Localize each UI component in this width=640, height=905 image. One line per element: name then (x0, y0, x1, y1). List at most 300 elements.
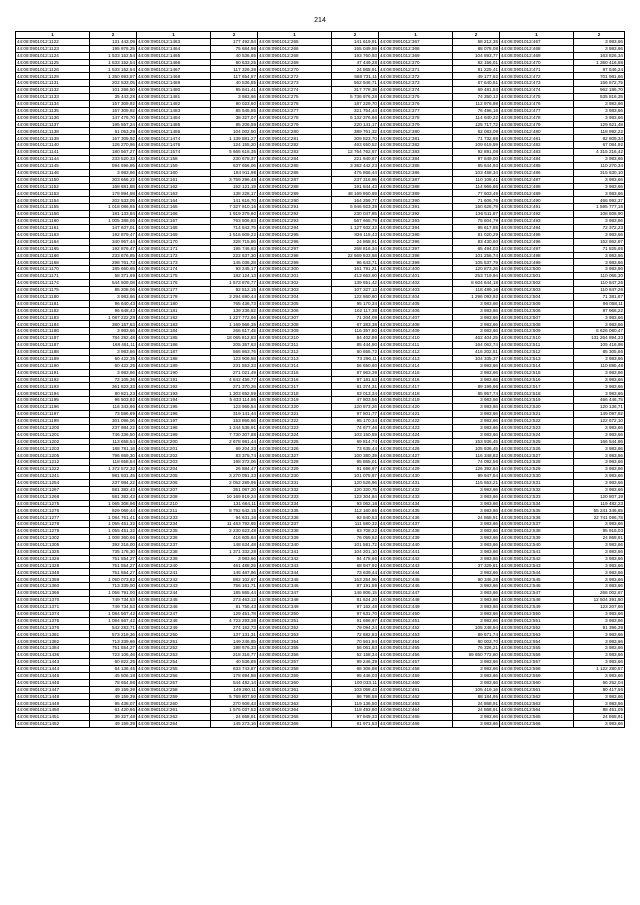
cadastral-value-cell: 81 624,20 (332, 597, 379, 604)
cadastral-number-cell: 44:08:0901012:1448 (16, 693, 90, 700)
cadastral-number-cell: 44:08:0901012:321 (258, 410, 332, 417)
cadastral-number-cell: 44:08:0901012:1446 (16, 679, 90, 686)
cadastral-value-cell: 7 327 810,15 (211, 204, 258, 211)
table-row (16, 100, 625, 107)
cadastral-number-cell: 44:08:0901012:565 (500, 714, 574, 721)
cadastral-number-cell: 44:08:0901012:518 (500, 390, 574, 397)
cadastral-number-cell: 44:08:0901012:1153 (16, 190, 90, 197)
cadastral-value-cell: 192 879,47 (90, 231, 137, 238)
cadastral-number-cell: 44:08:0901012:285 (258, 162, 332, 169)
cadastral-value-cell: 714 542,75 (211, 224, 258, 231)
cadastral-value-cell: 126 270,96 (90, 142, 137, 149)
table-row (16, 121, 625, 128)
cadastral-value-cell: 701 981,66 (574, 73, 625, 80)
cadastral-number-cell: 44:08:0901012:180 (137, 300, 211, 307)
table-row (16, 335, 625, 342)
cadastral-value-cell: 3 983,66 (574, 383, 625, 390)
cadastral-value-cell: 3 983,66 (574, 218, 625, 225)
cadastral-value-cell: 351 087,20 (211, 486, 258, 493)
cadastral-number-cell: 44:08:0901012:208 (137, 493, 211, 500)
cadastral-value-cell: 230 047,85 (332, 211, 379, 218)
cadastral-number-cell: 44:08:0901012:482 (500, 142, 574, 149)
cadastral-value-cell: 141 616,70 (211, 197, 258, 204)
cadastral-value-cell: 1 005 388,06 (90, 218, 137, 225)
cadastral-value-cell: 69 650 772,60 (453, 652, 500, 659)
cadastral-value-cell: 1 576 037,52 (211, 707, 258, 714)
cadastral-value-cell: 3 983,66 (574, 466, 625, 473)
cadastral-value-cell: 1 050 073,82 (90, 576, 137, 583)
cadastral-number-cell: 44:08:0901012:1193 (16, 383, 90, 390)
cadastral-value-cell: 24 868,91 (453, 700, 500, 707)
cadastral-value-cell: 79 094,24 (332, 624, 379, 631)
cadastral-number-cell: 44:08:0901012:1163 (16, 231, 90, 238)
cadastral-value-cell: 164 062,74 (453, 342, 500, 349)
cadastral-value-cell: 99 947,54 (453, 473, 500, 480)
cadastral-number-cell: 44:08:0901012:298 (258, 252, 332, 259)
cadastral-value-cell: 298 761,73 (90, 259, 137, 266)
cadastral-number-cell: 44:08:0901012:1164 (16, 238, 90, 245)
cadastral-value-cell: 784 292,48 (90, 335, 137, 342)
cadastral-value-cell: 78 654,98 (90, 679, 137, 686)
cadastral-number-cell: 44:08:0901012:302 (258, 280, 332, 287)
cadastral-number-cell: 44:08:0901012:1467 (137, 66, 211, 73)
cadastral-number-cell: 44:08:0901012:506 (500, 307, 574, 314)
cadastral-value-cell: 3 983,66 (574, 672, 625, 679)
cadastral-value-cell: 266 617,45 (211, 328, 258, 335)
cadastral-value-cell: 163 826,34 (574, 52, 625, 59)
cadastral-number-cell: 44:08:0901012:504 (500, 293, 574, 300)
cadastral-value-cell: 74 092,56 (453, 459, 500, 466)
cadastral-value-cell: 361 823,33 (90, 383, 137, 390)
cadastral-value-cell: 123 207,66 (574, 603, 625, 610)
cadastral-value-cell: 637 656,06 (211, 162, 258, 169)
cadastral-number-cell: 44:08:0901012:1131 (16, 80, 90, 87)
cadastral-number-cell: 44:08:0901012:453 (379, 631, 453, 638)
cadastral-number-cell: 44:08:0901012:287 (258, 176, 332, 183)
cadastral-number-cell: 44:08:0901012:564 (500, 707, 574, 714)
cadastral-value-cell: 64 136,45 (90, 665, 137, 672)
cadastral-value-cell: 49 159,39 (90, 686, 137, 693)
cadastral-number-cell: 44:08:0901012:1125 (16, 59, 90, 66)
cadastral-number-cell: 44:08:0901012:477 (500, 107, 574, 114)
cadastral-value-cell: 84 402,89 (332, 335, 379, 342)
cadastral-value-cell: 3 983,66 (453, 417, 500, 424)
cadastral-value-cell: 3 983,66 (453, 362, 500, 369)
cadastral-value-cell: 3 983,66 (453, 307, 500, 314)
cadastral-value-cell: 152 121,19 (211, 183, 258, 190)
cadastral-value-cell: 177 492,84 (211, 38, 258, 45)
cadastral-value-cell: 222 637,30 (211, 252, 258, 259)
table-row (16, 59, 625, 66)
cadastral-number-cell: 44:08:0901012:194 (137, 397, 211, 404)
table-row (16, 486, 625, 493)
cadastral-value-cell: 3 983,66 (574, 693, 625, 700)
cadastral-value-cell: 461 488,25 (211, 562, 258, 569)
cadastral-number-cell: 44:08:0901012:330 (258, 473, 332, 480)
cadastral-value-cell: 123 304,84 (332, 493, 379, 500)
cadastral-number-cell: 44:08:0901012:1452 (16, 721, 90, 728)
cadastral-number-cell: 44:08:0901012:1187 (16, 335, 90, 342)
cadastral-number-cell: 44:08:0901012:373 (379, 80, 453, 87)
cadastral-value-cell: 3 983,66 (453, 672, 500, 679)
cadastral-number-cell: 44:08:0901012:447 (379, 590, 453, 597)
cadastral-number-cell: 44:08:0901012:1145 (16, 162, 90, 169)
cadastral-number-cell: 44:08:0901012:1194 (16, 390, 90, 397)
cadastral-number-cell: 44:08:0901012:547 (500, 590, 574, 597)
cadastral-value-cell: 3 983,66 (574, 252, 625, 259)
column-header: 2 (211, 32, 258, 39)
cadastral-value-cell: 535 816,35 (574, 94, 625, 101)
cadastral-value-cell: 82 156,01 (453, 59, 500, 66)
table-row (16, 94, 625, 101)
cadastral-number-cell: 44:08:0901012:406 (379, 307, 453, 314)
table-row (16, 535, 625, 542)
cadastral-number-cell: 44:08:0901012:456 (379, 652, 453, 659)
table-row (16, 383, 625, 390)
cadastral-number-cell: 44:08:0901012:239 (137, 555, 211, 562)
cadastral-value-cell: 3 983,66 (574, 38, 625, 45)
cadastral-value-cell: 270 606,43 (211, 700, 258, 707)
cadastral-value-cell: 60 422,35 (90, 355, 137, 362)
cadastral-number-cell: 44:08:0901012:445 (379, 576, 453, 583)
cadastral-value-cell: 221 940,67 (332, 156, 379, 163)
cadastral-value-cell: 205 357,63 (211, 342, 258, 349)
cadastral-value-cell: 1 056 791,00 (90, 590, 137, 597)
table-row (16, 500, 625, 507)
cadastral-number-cell: 44:08:0901012:408 (379, 321, 453, 328)
cadastral-value-cell: 76 496,16 (453, 107, 500, 114)
cadastral-number-cell: 44:08:0901012:386 (379, 169, 453, 176)
cadastral-value-cell: 392 316,00 (90, 541, 137, 548)
cadastral-number-cell: 44:08:0901012:1212 (16, 459, 90, 466)
cadastral-value-cell: 2 230 623,48 (211, 528, 258, 535)
cadastral-value-cell: 3 983,66 (453, 659, 500, 666)
cadastral-value-cell: 389 761,32 (332, 128, 379, 135)
cadastral-number-cell: 44:08:0901012:359 (258, 672, 332, 679)
cadastral-number-cell: 44:08:0901012:376 (379, 100, 453, 107)
cadastral-number-cell: 44:08:0901012:566 (500, 721, 574, 728)
cadastral-number-cell: 44:08:0901012:356 (258, 652, 332, 659)
cadastral-value-cell: 3 983,66 (574, 107, 625, 114)
cadastral-value-cell: 1 122 280,57 (574, 665, 625, 672)
cadastral-value-cell: 83 430,60 (453, 238, 500, 245)
cadastral-value-cell: 1 055 451,32 (90, 528, 137, 535)
cadastral-number-cell: 44:08:0901012:328 (258, 459, 332, 466)
cadastral-number-cell: 44:08:0901012:492 (500, 211, 574, 218)
cadastral-value-cell: 97 546,24 (574, 66, 625, 73)
cadastral-number-cell: 44:08:0901012:322 (258, 417, 332, 424)
cadastral-value-cell: 3 983,66 (574, 114, 625, 121)
cadastral-value-cell: 751 554,27 (90, 569, 137, 576)
cadastral-value-cell: 113 658,54 (90, 438, 137, 445)
cadastral-value-cell: 749 734,53 (90, 603, 137, 610)
cadastral-number-cell: 44:08:0901012:1371 (16, 603, 90, 610)
cadastral-number-cell: 44:08:0901012:499 (500, 259, 574, 266)
cadastral-value-cell: 7 730 307,88 (211, 431, 258, 438)
table-row (16, 238, 625, 245)
cadastral-number-cell: 44:08:0901012:407 (379, 314, 453, 321)
cadastral-number-cell: 44:08:0901012:507 (500, 314, 574, 321)
cadastral-value-cell: 147 637,01 (90, 224, 137, 231)
cadastral-number-cell: 44:08:0901012:368 (379, 45, 453, 52)
cadastral-number-cell: 44:08:0901012:563 (500, 700, 574, 707)
cadastral-number-cell: 44:08:0901012:1197 (16, 410, 90, 417)
cadastral-number-cell: 44:08:0901012:533 (500, 493, 574, 500)
cadastral-number-cell: 44:08:0901012:550 (500, 610, 574, 617)
table-row (16, 562, 625, 569)
cadastral-value-cell: 125 717,72 (453, 121, 500, 128)
cadastral-value-cell: 58 371,69 (90, 273, 137, 280)
cadastral-number-cell: 44:08:0901012:192 (137, 383, 211, 390)
cadastral-number-cell: 44:08:0901012:442 (379, 555, 453, 562)
cadastral-value-cell: 157 309,92 (90, 107, 137, 114)
cadastral-value-cell: 1 087 222,28 (90, 314, 137, 321)
cadastral-value-cell: 3 983,66 (574, 562, 625, 569)
cadastral-number-cell: 44:08:0901012:468 (500, 45, 574, 52)
table-row (16, 679, 625, 686)
cadastral-value-cell: 168 681,88 (90, 183, 137, 190)
cadastral-number-cell: 44:08:0901012:1384 (16, 645, 90, 652)
cadastral-value-cell: 72 682,83 (332, 631, 379, 638)
cadastral-number-cell: 44:08:0901012:175 (137, 273, 211, 280)
cadastral-number-cell: 44:08:0901012:240 (137, 562, 211, 569)
cadastral-number-cell: 44:08:0901012:1574 (137, 149, 211, 156)
cadastral-value-cell: 6 132 376,66 (332, 114, 379, 121)
cadastral-value-cell: 73 639,44 (332, 569, 379, 576)
cadastral-value-cell: 3 983,66 (453, 424, 500, 431)
cadastral-number-cell: 44:08:0901012:295 (258, 231, 332, 238)
cadastral-value-cell: 765 436,73 (211, 300, 258, 307)
cadastral-number-cell: 44:08:0901012:436 (379, 514, 453, 521)
cadastral-number-cell: 44:08:0901012:186 (137, 342, 211, 349)
cadastral-number-cell: 44:08:0901012:261 (137, 707, 211, 714)
cadastral-number-cell: 44:08:0901012:526 (500, 445, 574, 452)
cadastral-value-cell: 271 021,49 (211, 369, 258, 376)
cadastral-number-cell: 44:08:0901012:1483 (137, 107, 211, 114)
cadastral-number-cell: 44:08:0901012:1123 (16, 45, 90, 52)
cadastral-value-cell: 3 983,66 (574, 376, 625, 383)
cadastral-value-cell: 91 225,41 (453, 66, 500, 73)
cadastral-value-cell: 3 983,66 (574, 100, 625, 107)
cadastral-value-cell: 317 778,38 (332, 87, 379, 94)
cadastral-number-cell: 44:08:0901012:409 (379, 328, 453, 335)
cadastral-number-cell: 44:08:0901012:276 (258, 100, 332, 107)
table-row (16, 197, 625, 204)
cadastral-value-cell: 103 458,34 (453, 169, 500, 176)
cadastral-number-cell: 44:08:0901012:259 (137, 693, 211, 700)
table-row (16, 218, 625, 225)
table-row (16, 280, 625, 287)
cadastral-number-cell: 44:08:0901012:184 (137, 328, 211, 335)
cadastral-value-cell: 95 617,88 (453, 224, 500, 231)
cadastral-value-cell: 114 966,86 (453, 183, 500, 190)
cadastral-value-cell: 104 201,10 (332, 548, 379, 555)
cadastral-number-cell: 44:08:0901012:258 (137, 686, 211, 693)
cadastral-value-cell: 89 671,74 (453, 631, 500, 638)
cadastral-number-cell: 44:08:0901012:1135 (16, 107, 90, 114)
cadastral-number-cell: 44:08:0901012:346 (258, 583, 332, 590)
cadastral-value-cell: 220 141,17 (332, 121, 379, 128)
cadastral-value-cell: 3 983,66 (574, 473, 625, 480)
cadastral-number-cell: 44:08:0901012:1129 (16, 73, 90, 80)
cadastral-value-cell: 303 666,22 (90, 176, 137, 183)
cadastral-value-cell: 3 983,66 (90, 348, 137, 355)
cadastral-value-cell: 185 865,44 (211, 590, 258, 597)
cadastral-value-cell: 3 759 296,48 (211, 176, 258, 183)
cadastral-value-cell: 796 869,30 (90, 452, 137, 459)
cadastral-value-cell: 72 105,36 (90, 376, 137, 383)
cadastral-value-cell: 118 658,54 (90, 459, 137, 466)
cadastral-number-cell: 44:08:0901012:325 (258, 438, 332, 445)
cadastral-number-cell: 44:08:0901012:1155 (16, 204, 90, 211)
table-row (16, 652, 625, 659)
cadastral-value-cell: 149 097,92 (574, 410, 625, 417)
cadastral-number-cell: 44:08:0901012:1139 (16, 135, 90, 142)
cadastral-number-cell: 44:08:0901012:411 (379, 342, 453, 349)
cadastral-value-cell: 69 204,33 (211, 445, 258, 452)
cadastral-number-cell: 44:08:0901012:435 (379, 507, 453, 514)
cadastral-value-cell: 91 696,97 (332, 617, 379, 624)
cadastral-number-cell: 44:08:0901012:299 (258, 259, 332, 266)
cadastral-value-cell: 253 719,94 (453, 273, 500, 280)
cadastral-value-cell: 161 791,21 (332, 266, 379, 273)
cadastral-number-cell: 44:08:0901012:362 (258, 693, 332, 700)
table-row (16, 610, 625, 617)
cadastral-number-cell: 44:08:0901012:405 (379, 300, 453, 307)
cadastral-value-cell: 3 983,66 (453, 507, 500, 514)
cadastral-number-cell: 44:08:0901012:527 (500, 452, 574, 459)
cadastral-value-cell: 80 417,56 (574, 686, 625, 693)
cadastral-value-cell: 3 983,66 (453, 328, 500, 335)
cadastral-value-cell: 96 503,82 (90, 397, 137, 404)
cadastral-number-cell: 44:08:0901012:344 (258, 569, 332, 576)
cadastral-value-cell: 723 106,46 (90, 652, 137, 659)
cadastral-value-cell: 3 983,66 (574, 569, 625, 576)
cadastral-number-cell: 44:08:0901012:470 (500, 59, 574, 66)
table-row (16, 156, 625, 163)
cadastral-value-cell: 73 296,11 (332, 355, 379, 362)
cadastral-number-cell: 44:08:0901012:484 (500, 156, 574, 163)
cadastral-value-cell: 70 561,94 (332, 638, 379, 645)
cadastral-number-cell: 44:08:0901012:519 (500, 397, 574, 404)
cadastral-value-cell: 1 084 761,41 (90, 514, 137, 521)
cadastral-value-cell: 542 283,71 (90, 624, 137, 631)
cadastral-number-cell: 44:08:0901012:339 (258, 535, 332, 542)
table-row (16, 66, 625, 73)
cadastral-number-cell: 44:08:0901012:502 (500, 280, 574, 287)
cadastral-value-cell: 108 508,90 (574, 211, 625, 218)
cadastral-number-cell: 44:08:0901012:197 (137, 417, 211, 424)
cadastral-number-cell: 44:08:0901012:503 (500, 286, 574, 293)
cadastral-number-cell: 44:08:0901012:203 (137, 459, 211, 466)
cadastral-number-cell: 44:08:0901012:1156 (16, 211, 90, 218)
cadastral-number-cell: 44:08:0901012:345 (258, 576, 332, 583)
cadastral-value-cell: 4 315 216,42 (574, 149, 625, 156)
cadastral-number-cell: 44:08:0901012:560 (500, 679, 574, 686)
cadastral-number-cell: 44:08:0901012:358 (258, 665, 332, 672)
cadastral-value-cell: 1 303 652,59 (211, 390, 258, 397)
cadastral-number-cell: 44:08:0901012:1136 (16, 114, 90, 121)
cadastral-number-cell: 44:08:0901012:189 (137, 362, 211, 369)
cadastral-number-cell: 44:08:0901012:1480 (137, 87, 211, 94)
cadastral-value-cell: 568 731,11 (332, 73, 379, 80)
column-header: 1 (16, 32, 90, 39)
cadastral-number-cell: 44:08:0901012:441 (379, 548, 453, 555)
cadastral-number-cell: 44:08:0901012:190 (137, 369, 211, 376)
cadastral-value-cell: 1 360 416,88 (574, 59, 625, 66)
cadastral-value-cell: 110 847,26 (574, 280, 625, 287)
cadastral-value-cell: 981 931,45 (90, 473, 137, 480)
cadastral-number-cell: 44:08:0901012:1175 (16, 286, 90, 293)
cadastral-number-cell: 44:08:0901012:418 (379, 390, 453, 397)
cadastral-number-cell: 44:08:0901012:207 (137, 486, 211, 493)
cadastral-number-cell: 44:08:0901012:310 (258, 335, 332, 342)
cadastral-number-cell: 44:08:0901012:248 (137, 617, 211, 624)
cadastral-value-cell: 321 754,44 (332, 107, 379, 114)
table-row (16, 355, 625, 362)
cadastral-number-cell: 44:08:0901012:483 (500, 149, 574, 156)
cadastral-value-cell: 73 635,44 (332, 445, 379, 452)
cadastral-value-cell: 751 554,27 (90, 645, 137, 652)
cadastral-number-cell: 44:08:0901012:427 (379, 452, 453, 459)
cadastral-number-cell: 44:08:0901012:413 (379, 355, 453, 362)
cadastral-number-cell: 44:08:0901012:446 (379, 583, 453, 590)
cadastral-number-cell: 44:08:0901012:511 (500, 342, 574, 349)
table-row (16, 424, 625, 431)
cadastral-number-cell: 44:08:0901012:1183 (16, 314, 90, 321)
cadastral-value-cell: 126 392,84 (453, 466, 500, 473)
cadastral-number-cell: 44:08:0901012:199 (137, 431, 211, 438)
cadastral-value-cell: 3 983,66 (453, 486, 500, 493)
cadastral-value-cell: 104 002,50 (211, 128, 258, 135)
cadastral-number-cell: 44:08:0901012:243 (137, 583, 211, 590)
cadastral-number-cell: 44:08:0901012:439 (379, 535, 453, 542)
cadastral-value-cell: 72 372,23 (574, 224, 625, 231)
cadastral-number-cell: 44:08:0901012:421 (379, 410, 453, 417)
cadastral-number-cell: 44:08:0901012:1140 (16, 142, 90, 149)
cadastral-value-cell: 145 467,96 (211, 569, 258, 576)
cadastral-value-cell: 129 621,48 (574, 121, 625, 128)
cadastral-value-cell: 105 537,79 (453, 259, 500, 266)
cadastral-value-cell: 3 983,66 (453, 583, 500, 590)
cadastral-value-cell: 87 181,53 (332, 376, 379, 383)
table-row (16, 149, 625, 156)
cadastral-value-cell: 149 260,11 (211, 686, 258, 693)
cadastral-number-cell: 44:08:0901012:443 (379, 562, 453, 569)
cadastral-number-cell: 44:08:0901012:530 (500, 473, 574, 480)
cadastral-number-cell: 44:08:0901012:379 (379, 121, 453, 128)
cadastral-number-cell: 44:08:0901012:291 (258, 204, 332, 211)
cadastral-value-cell: 147 476,70 (90, 114, 137, 121)
cadastral-number-cell: 44:08:0901012:312 (258, 348, 332, 355)
cadastral-value-cell: 91 696,97 (332, 466, 379, 473)
cadastral-number-cell: 44:08:0901012:361 (258, 686, 332, 693)
cadastral-value-cell: 231 553,33 (211, 362, 258, 369)
cadastral-number-cell: 44:08:0901012:1146 (16, 169, 90, 176)
cadastral-value-cell: 3 983,66 (453, 369, 500, 376)
cadastral-number-cell: 44:08:0901012:1346 (16, 569, 90, 576)
cadastral-number-cell: 44:08:0901012:158 (137, 156, 211, 163)
cadastral-number-cell: 44:08:0901012:200 (137, 438, 211, 445)
cadastral-number-cell: 44:08:0901012:1201 (16, 431, 90, 438)
cadastral-number-cell: 44:08:0901012:385 (379, 162, 453, 169)
cadastral-value-cell: 85 305,66 (574, 348, 625, 355)
cadastral-value-cell: 67 640,61 (453, 80, 500, 87)
cadastral-value-cell: 573 219,36 (90, 631, 137, 638)
cadastral-number-cell: 44:08:0901012:1382 (16, 638, 90, 645)
cadastral-number-cell: 44:08:0901012:448 (379, 597, 453, 604)
table-row (16, 107, 625, 114)
